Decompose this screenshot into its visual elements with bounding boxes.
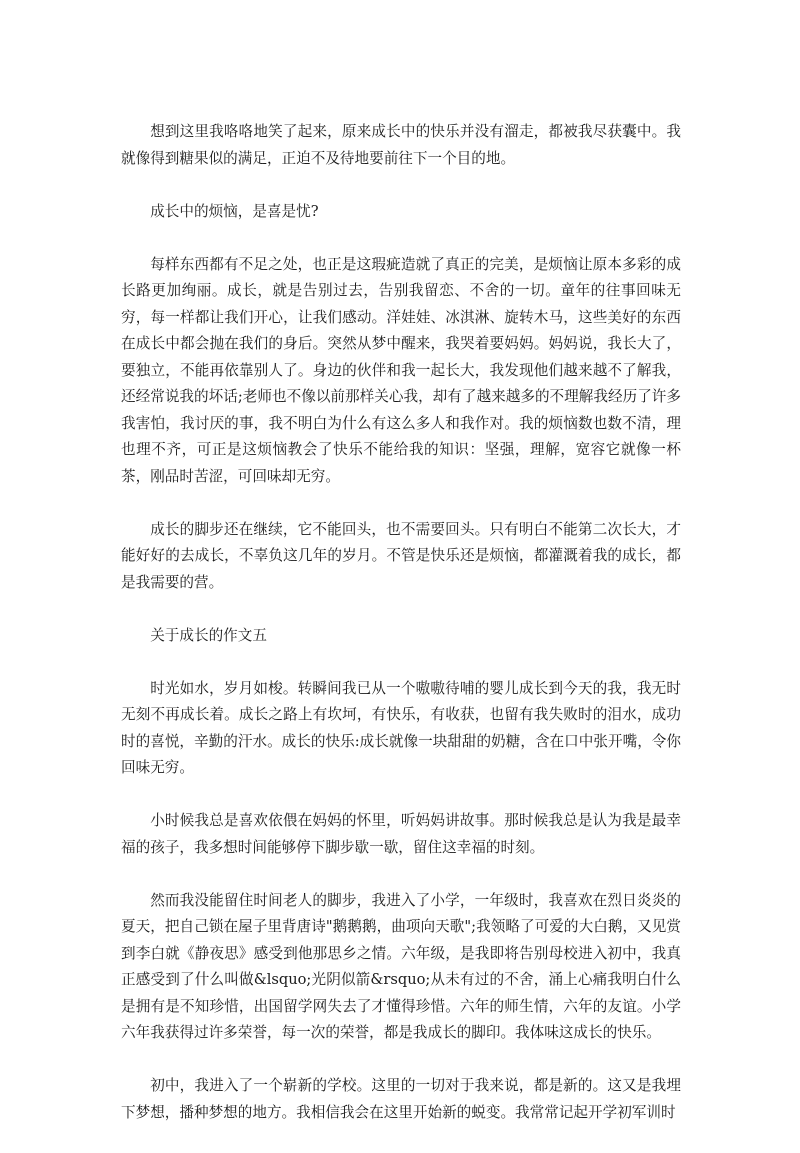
paragraph: 小时候我总是喜欢依偎在妈妈的怀里，听妈妈讲故事。那时候我总是认为我是最幸福的孩子，我多想时间能够停下脚步歇一歇，留住这幸福的时刻。 [121,812,681,856]
paragraph: 然而我没能留住时间老人的脚步，我进入了小学，一年级时，我喜欢在烈日炎炎的夏天，把自己锁在屋子里背唐诗"鹅鹅鹅，曲项向天歌";我领略了可爱的大白鹅，又见赏到李白就《静夜思》感受到他那思乡之情。六年级，是我即将告别母校进入初中，我真正感受到了什么叫做&lsquo;光阴似箭&rsquo;从未有过的不舍，涌上心痛我明白什么是拥有是不知珍惜，出国留学网失去了才懂得珍惜。六年的师生情，六年的友谊。小学六年我获得过许多荣誉，每一次的荣誉，都是我成长的脚印。我体味这成长的快乐。 [121,891,681,1041]
paragraph: 每样东西都有不足之处，也正是这瑕疵造就了真正的完美，是烦恼让原本多彩的成长路更加绚丽。成长，就是告别过去，告别我留恋、不舍的一切。童年的往事回味无穷，每一样都让我们开心，让我们感动。洋娃娃、冰淇淋、旋转木马，这些美好的东西在成长中都会抛在我们的身后。突然从梦中醒来，我哭着要妈妈。妈妈说，我长大了，要独立，不能再依靠别人了。身边的伙伴和我一起长大，我发现他们越来越不了解我，还经常说我的坏话;老师也不像以前那样关心我，却有了越来越多的不理解我经历了许多我害怕，我讨厌的事，我不明白为什么有这么多人和我作对。我的烦恼数也数不清，理也理不齐，可正是这烦恼教会了快乐不能给我的知识：坚强，理解，宽容它就像一杯茶，刚品时苦涩，可回味却无穷。 [121,255,681,485]
paragraph: 想到这里我咯咯地笑了起来，原来成长中的快乐并没有溜走，都被我尽获囊中。我就像得到糖果似的满足，正迫不及待地要前往下一个目的地。 [121,123,681,167]
document-body [121,119,681,1153]
section-heading: 成长中的烦恼，是喜是忧? [150,202,319,220]
paragraph: 时光如水，岁月如梭。转瞬间我已从一个嗷嗷待哺的婴儿成长到今天的我，我无时无刻不再成长着。成长之路上有坎坷，有快乐，有收获，也留有我失败时的泪水，成功时的喜悦，辛勤的汗水。成长的快乐:成长就像一块甜甜的奶糖，含在口中张开嘴，令你回味无穷。 [121,679,681,776]
paragraph: 成长的脚步还在继续，它不能回头，也不需要回头。只有明白不能第二次长大，才能好好的去成长，不辜负这几年的岁月。不管是快乐还是烦恼，都灌溉着我的成长，都是我需要的营。 [121,520,681,591]
section-heading: 关于成长的作文五 [150,626,267,644]
paragraph: 初中，我进入了一个崭新的学校。这里的一切对于我来说，都是新的。这又是我埋下梦想，播种梦想的地方。我相信我会在这里开始新的蜕变。我常常记起开学初军训时 [121,1077,681,1121]
